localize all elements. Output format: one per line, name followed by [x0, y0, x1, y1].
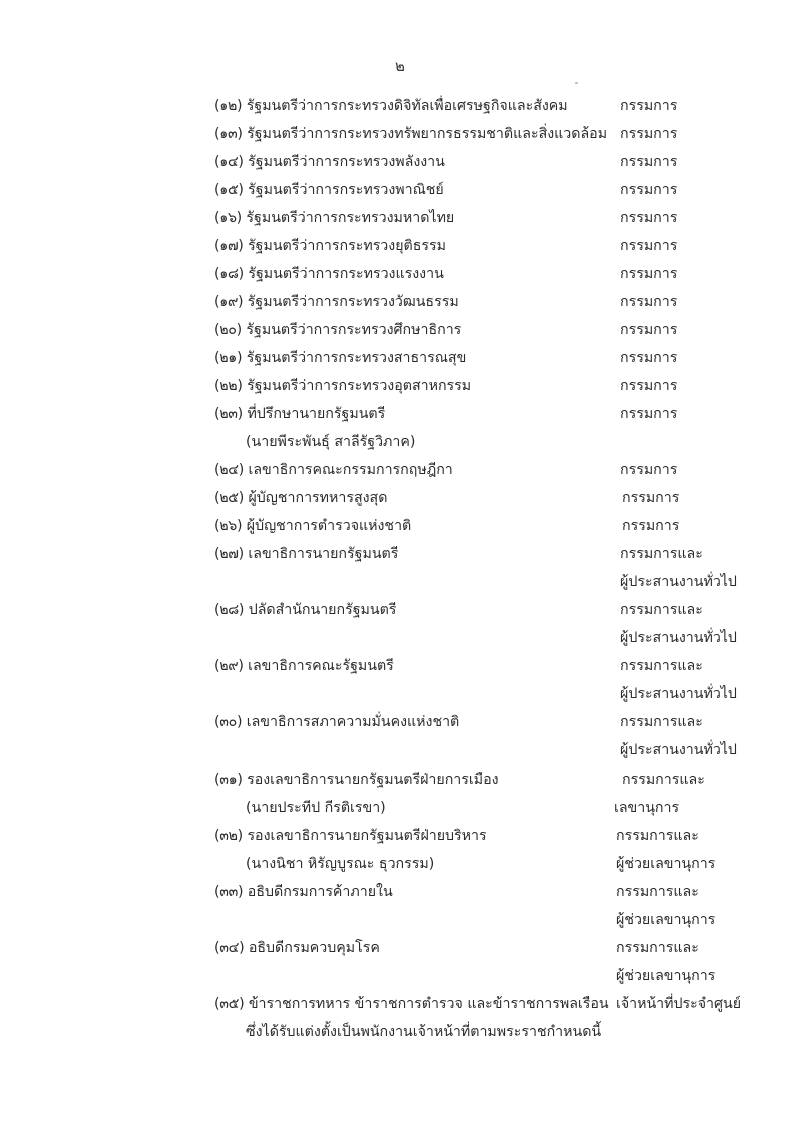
- item-title: เลขาธิการคณะกรรมการกฤษฎีกา: [248, 462, 453, 478]
- item-role: กรรมการ: [620, 350, 678, 366]
- item-role: กรรมการ: [620, 378, 678, 394]
- item-role-continued: ผู้ประสานงานทั่วไป: [620, 742, 737, 758]
- item-role: กรรมการ: [622, 518, 680, 534]
- item-role: กรรมการ: [620, 182, 678, 198]
- item-number: (๑๗): [214, 238, 244, 254]
- item-title: รองเลขาธิการนายกรัฐมนตรีฝ่ายบริหาร: [247, 828, 487, 844]
- item-role: กรรมการและ: [620, 714, 703, 730]
- item-title: ผู้บัญชาการทหารสูงสุด: [248, 490, 388, 506]
- item-role-continued: ผู้ประสานงานทั่วไป: [620, 574, 737, 590]
- item-title: รัฐมนตรีว่าการกระทรวงวัฒนธรรม: [247, 294, 459, 310]
- item-number: (๑๓): [214, 126, 243, 142]
- item-role-continued: ผู้ช่วยเลขานุการ: [616, 912, 716, 928]
- item-role-continued: ผู้ช่วยเลขานุการ: [616, 856, 716, 872]
- item-title: รัฐมนตรีว่าการกระทรวงยุติธรรม: [248, 238, 446, 254]
- item-role: กรรมการ: [622, 490, 680, 506]
- item-title: ข้าราชการทหาร ข้าราชการตำรวจ และข้าราชการพลเรือน: [248, 996, 609, 1012]
- item-number: (๑๕): [214, 182, 244, 198]
- item-title: ผู้บัญชาการตำรวจแห่งชาติ: [246, 518, 412, 534]
- item-role: กรรมการ: [620, 238, 678, 254]
- item-number: (๒๘): [214, 602, 245, 618]
- item-title: ที่ปรึกษานายกรัฐมนตรี: [247, 406, 386, 422]
- item-number: (๒๕): [214, 490, 244, 506]
- item-person-name: (นายพีระพันธุ์ สาลีรัฐวิภาค): [246, 434, 416, 450]
- item-role: กรรมการ: [620, 210, 678, 226]
- item-role-continued: ผู้ประสานงานทั่วไป: [620, 630, 737, 646]
- item-number: (๑๙): [214, 294, 244, 310]
- item-number: (๒๖): [214, 518, 243, 534]
- item-role: กรรมการ: [620, 294, 678, 310]
- item-title: อธิบดีกรมควบคุมโรค: [248, 940, 380, 956]
- item-title: รัฐมนตรีว่าการกระทรวงทรัพยากรธรรมชาติและสิ่งแวดล้อม: [247, 126, 608, 142]
- item-role: กรรมการ: [620, 462, 678, 478]
- page-number: ๒: [395, 57, 405, 75]
- item-number: (๒๔): [214, 462, 244, 478]
- item-number: (๒๑): [214, 350, 243, 366]
- item-number: (๑๔): [214, 154, 244, 170]
- item-title: รัฐมนตรีว่าการกระทรวงมหาดไทย: [246, 210, 455, 226]
- item-title: ปลัดสำนักนายกรัฐมนตรี: [248, 602, 397, 618]
- item-number: (๒๓): [214, 406, 243, 422]
- item-description-continued: ซึ่งได้รับแต่งตั้งเป็นพนักงานเจ้าหน้าที่ตามพระราชกำหนดนี้: [246, 1024, 602, 1040]
- item-role-continued: เลขานุการ: [614, 800, 680, 816]
- item-number: (๓๐): [214, 714, 243, 730]
- item-title: รัฐมนตรีว่าการกระทรวงพลังงาน: [248, 154, 445, 170]
- item-role-continued: ผู้ประสานงานทั่วไป: [620, 686, 737, 702]
- item-title: รัฐมนตรีว่าการกระทรวงสาธารณสุข: [246, 350, 467, 366]
- item-number: (๒๗): [214, 546, 244, 562]
- item-number: (๑๘): [214, 266, 244, 282]
- item-role: กรรมการและ: [620, 658, 703, 674]
- item-title: รองเลขาธิการนายกรัฐมนตรีฝ่ายการเมือง: [247, 772, 499, 788]
- item-number: (๓๑): [214, 772, 243, 788]
- item-role: กรรมการ: [620, 98, 678, 114]
- item-title: รัฐมนตรีว่าการกระทรวงพาณิชย์: [248, 182, 444, 198]
- item-person-name: (นางนิชา หิรัญบูรณะ ธุวกรรม): [246, 856, 435, 872]
- item-role: กรรมการ: [620, 126, 678, 142]
- item-number: (๑๖): [214, 210, 242, 226]
- item-role-continued: ผู้ช่วยเลขานุการ: [616, 968, 716, 984]
- item-role: กรรมการและ: [620, 602, 703, 618]
- item-role: กรรมการและ: [616, 884, 699, 900]
- item-role: เจ้าหน้าที่ประจำศูนย์: [616, 996, 742, 1012]
- item-title: รัฐมนตรีว่าการกระทรวงศึกษาธิการ: [246, 322, 462, 338]
- item-role: กรรมการและ: [616, 828, 699, 844]
- item-title: อธิบดีกรมการค้าภายใน: [247, 884, 393, 900]
- item-number: (๓๔): [214, 940, 245, 956]
- item-number: (๒๐): [214, 322, 242, 338]
- item-number: (๑๒): [214, 98, 243, 114]
- item-role: กรรมการ: [620, 154, 678, 170]
- item-role: กรรมการและ: [616, 940, 699, 956]
- item-number: (๓๕): [214, 996, 245, 1012]
- item-role: กรรมการ: [620, 322, 678, 338]
- item-title: เลขาธิการสภาความมั่นคงแห่งชาติ: [246, 714, 460, 730]
- item-title: รัฐมนตรีว่าการกระทรวงอุตสาหกรรม: [247, 378, 472, 394]
- item-role: กรรมการและ: [620, 546, 703, 562]
- item-title: เลขาธิการนายกรัฐมนตรี: [248, 546, 399, 562]
- item-number: (๒๙): [214, 658, 244, 674]
- item-role: กรรมการและ: [622, 772, 705, 788]
- item-person-name: (นายประทีป กีรติเรขา): [246, 800, 386, 816]
- item-number: (๒๒): [214, 378, 243, 394]
- item-number: (๓๒): [214, 828, 243, 844]
- item-title: รัฐมนตรีว่าการกระทรวงดิจิทัลเพื่อเศรษฐกิจและสังคม: [246, 98, 568, 114]
- scan-artifact: [575, 82, 578, 84]
- item-number: (๓๓): [214, 884, 244, 900]
- item-title: รัฐมนตรีว่าการกระทรวงแรงงาน: [248, 266, 444, 282]
- item-title: เลขาธิการคณะรัฐมนตรี: [248, 658, 394, 674]
- item-role: กรรมการ: [620, 406, 678, 422]
- item-role: กรรมการ: [620, 266, 678, 282]
